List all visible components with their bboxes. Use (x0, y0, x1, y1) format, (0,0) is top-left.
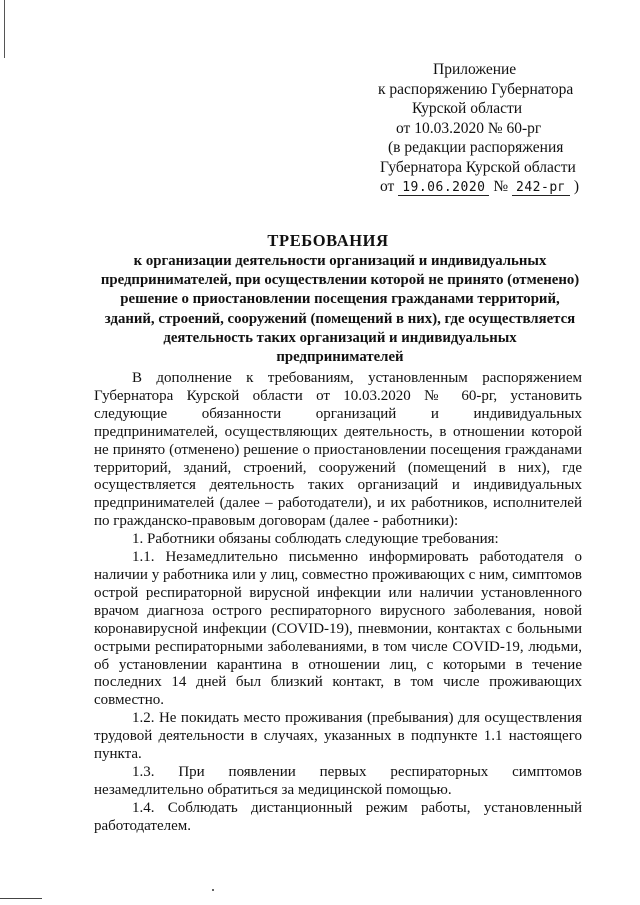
attachment-block (378, 60, 618, 198)
item-1-4: 1.4. Соблюдать дистанционный режим работы, установленный работодателем. (94, 799, 582, 834)
scan-footer-mark (0, 898, 42, 899)
attachment-line: Губернатора Курской области (380, 158, 576, 176)
attachment-line: от 10.03.2020 № 60-рг (396, 119, 542, 137)
attachment-line: (в редакции распоряжения (388, 139, 564, 156)
document-body (94, 370, 582, 836)
item-1-3: 1.3. При появлении первых респираторных симптомов незамедлительно обратиться за медицинской помощью. (94, 763, 582, 798)
item-1-2: 1.2. Не покидать место проживания (пребывания) для осуществления трудовой деятельности в случаях, указанных в подпункте 1.1 настоящего пункта. (94, 710, 582, 763)
document-title: ТРЕБОВАНИЯ (267, 231, 389, 250)
attachment-line: Приложение (433, 61, 517, 78)
attachment-line: Курской области (412, 100, 523, 117)
section-1: 1. Работники обязаны соблюдать следующие требования: (132, 531, 499, 548)
item-1-1: 1.1. Незамедлительно письменно информировать работодателя о наличии у работника или у лиц, совместно проживающих с ним, симптомов острой респираторной вирусной инфекции или наличии установленного врачом диагноза острого респираторного вирусного заболевания, новой коронавирусной инфекции (COVID-19), пневмонии, контактах с больными острыми респираторными заболеваниями, в том числе COVID-19, людьми, об установлении карантина в отношении лиц, с которыми в течение последних 14 дней был близкий контакт, в том числе проживающих совместно. (94, 549, 582, 709)
revision-number: 242-рг (512, 180, 570, 196)
revision-suffix: ) (573, 178, 580, 195)
scan-speck (212, 889, 214, 891)
revision-date: 19.06.2020 (398, 180, 489, 196)
revision-no-label: № (493, 178, 509, 195)
revision-line (378, 177, 618, 198)
revision-prefix: от (380, 178, 395, 195)
attachment-line: к распоряжению Губернатора (378, 80, 574, 98)
intro-paragraph: В дополнение к требованиям, установленным распоряжением Губернатора Курской области от 10.03.2020 № 60-рг, установить следующие обязанности организаций и индивидуальных предпринимателей, осуществляющих деятельность, в отношении которой не принято (отменено) решение о приостановлении посещения гражданами территорий, зданий, строений, сооружений (помещений в них), где осуществляется деятельность таких организаций и индивидуальных предпринимателей (далее – работодатели), и их работников, исполнителей по гражданско-правовым договорам (далее - работники): (94, 370, 582, 530)
document-subtitle: к организации деятельности организаций и индивидуальных предпринимателей, при осуществлении которой не принято (отменено) решение о приостановлении посещения гражданами территорий, зданий, строений, сооружений (помещений в них), где осуществляется деятельность таких организаций и индивидуальных предпринимателей (100, 253, 580, 366)
scan-edge-mark (4, 0, 5, 58)
